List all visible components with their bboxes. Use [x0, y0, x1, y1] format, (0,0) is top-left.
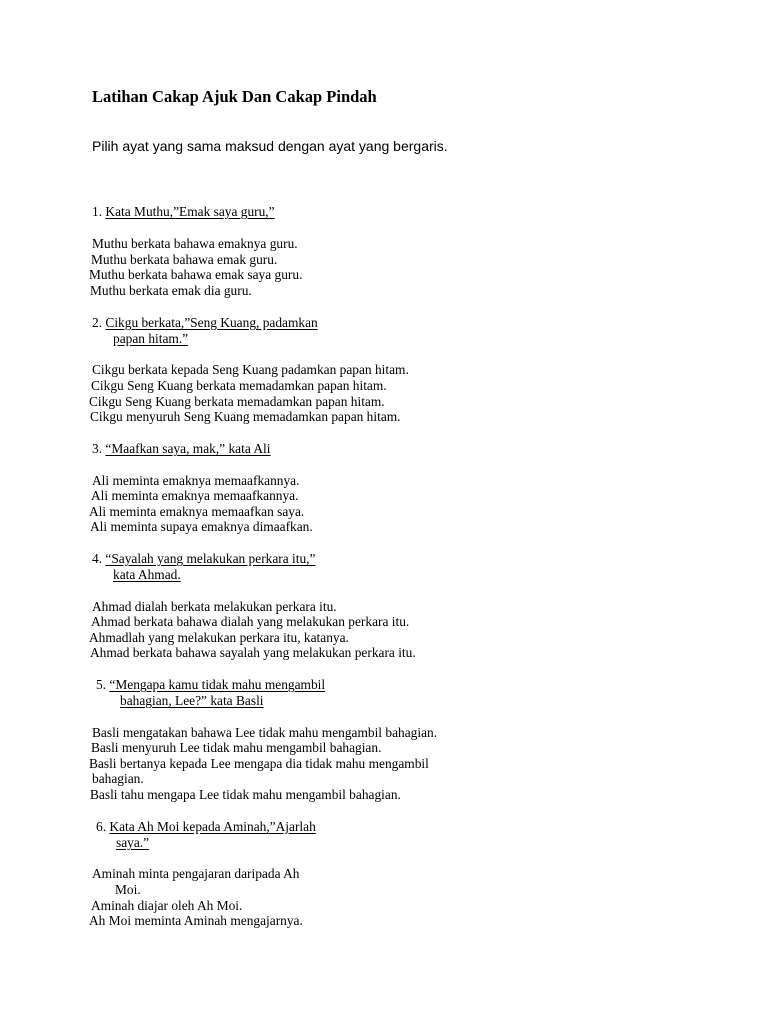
- page-title: Latihan Cakap Ajuk Dan Cakap Pindah: [92, 87, 377, 106]
- question-number: 3.: [92, 441, 103, 456]
- option-line: Ali meminta emaknya memaafkannya.: [91, 488, 299, 503]
- option-line: Ahmad dialah berkata melakukan perkara itu.: [92, 599, 337, 614]
- option-line: Ahmad berkata bahawa dialah yang melakukan perkara itu.: [91, 614, 410, 629]
- question-stem-line: Cikgu berkata,”Seng Kuang, padamkan: [105, 315, 318, 330]
- option-line: Basli bertanya kepada Lee mengapa dia tidak mahu mengambil: [89, 756, 429, 771]
- question-number: 5.: [96, 677, 107, 692]
- option-line: Ali meminta emaknya memaafkan saya.: [89, 504, 305, 519]
- option-line: Basli tahu mengapa Lee tidak mahu mengambil bahagian.: [90, 787, 401, 802]
- question-2: [92, 315, 318, 331]
- option-line: Muthu berkata emak dia guru.: [90, 283, 252, 298]
- question-stem-line: “Maafkan saya, mak,” kata Ali: [105, 441, 271, 456]
- option-line: Muthu berkata bahawa emak guru.: [91, 252, 278, 267]
- option-line: Basli menyuruh Lee tidak mahu mengambil bahagian.: [91, 740, 382, 755]
- question-stem-line: bahagian, Lee?” kata Basli: [120, 693, 264, 708]
- option-line: Ali meminta supaya emaknya dimaafkan.: [90, 519, 313, 534]
- question-stem-line: “Sayalah yang melakukan perkara itu,”: [105, 551, 316, 566]
- question-3: [92, 441, 271, 457]
- option-line: Ahmadlah yang melakukan perkara itu, katanya.: [89, 630, 349, 645]
- option-line: Cikgu berkata kepada Seng Kuang padamkan papan hitam.: [92, 362, 409, 377]
- option-line: Cikgu menyuruh Seng Kuang memadamkan papan hitam.: [90, 409, 401, 424]
- question-stem-line: Kata Muthu,”Emak saya guru,”: [105, 204, 275, 219]
- option-line: Ah Moi meminta Aminah mengajarnya.: [89, 913, 303, 928]
- instruction-text: Pilih ayat yang sama maksud dengan ayat yang bergaris.: [92, 138, 448, 154]
- option-line: Basli mengatakan bahawa Lee tidak mahu mengambil bahagian.: [92, 725, 438, 740]
- option-line: Ahmad berkata bahawa sayalah yang melakukan perkara itu.: [90, 645, 416, 660]
- question-1: [92, 204, 275, 220]
- option-line: bahagian.: [92, 771, 144, 786]
- question-stem-line: “Mengapa kamu tidak mahu mengambil: [109, 677, 326, 692]
- question-5: [96, 677, 325, 693]
- option-line: Muthu berkata bahawa emaknya guru.: [92, 236, 298, 251]
- option-line: Cikgu Seng Kuang berkata memadamkan papan hitam.: [91, 378, 387, 393]
- question-stem-line: kata Ahmad.: [113, 567, 181, 582]
- question-stem-line: papan hitam.”: [113, 331, 189, 346]
- option-line: Moi.: [115, 882, 141, 897]
- question-number: 4.: [92, 551, 103, 566]
- question-number: 2.: [92, 315, 103, 330]
- option-line: Ali meminta emaknya memaafkannya.: [92, 473, 300, 488]
- question-stem-line: Kata Ah Moi kepada Aminah,”Ajarlah: [109, 819, 316, 834]
- question-stem-line: saya.”: [116, 835, 150, 850]
- option-line: Aminah diajar oleh Ah Moi.: [91, 898, 243, 913]
- question-4: [92, 551, 315, 567]
- option-line: Muthu berkata bahawa emak saya guru.: [89, 267, 303, 282]
- option-line: Aminah minta pengajaran daripada Ah: [92, 866, 300, 881]
- option-line: Cikgu Seng Kuang berkata memadamkan papan hitam.: [89, 394, 385, 409]
- question-number: 1.: [92, 204, 103, 219]
- question-6: [96, 819, 316, 835]
- question-number: 6.: [96, 819, 107, 834]
